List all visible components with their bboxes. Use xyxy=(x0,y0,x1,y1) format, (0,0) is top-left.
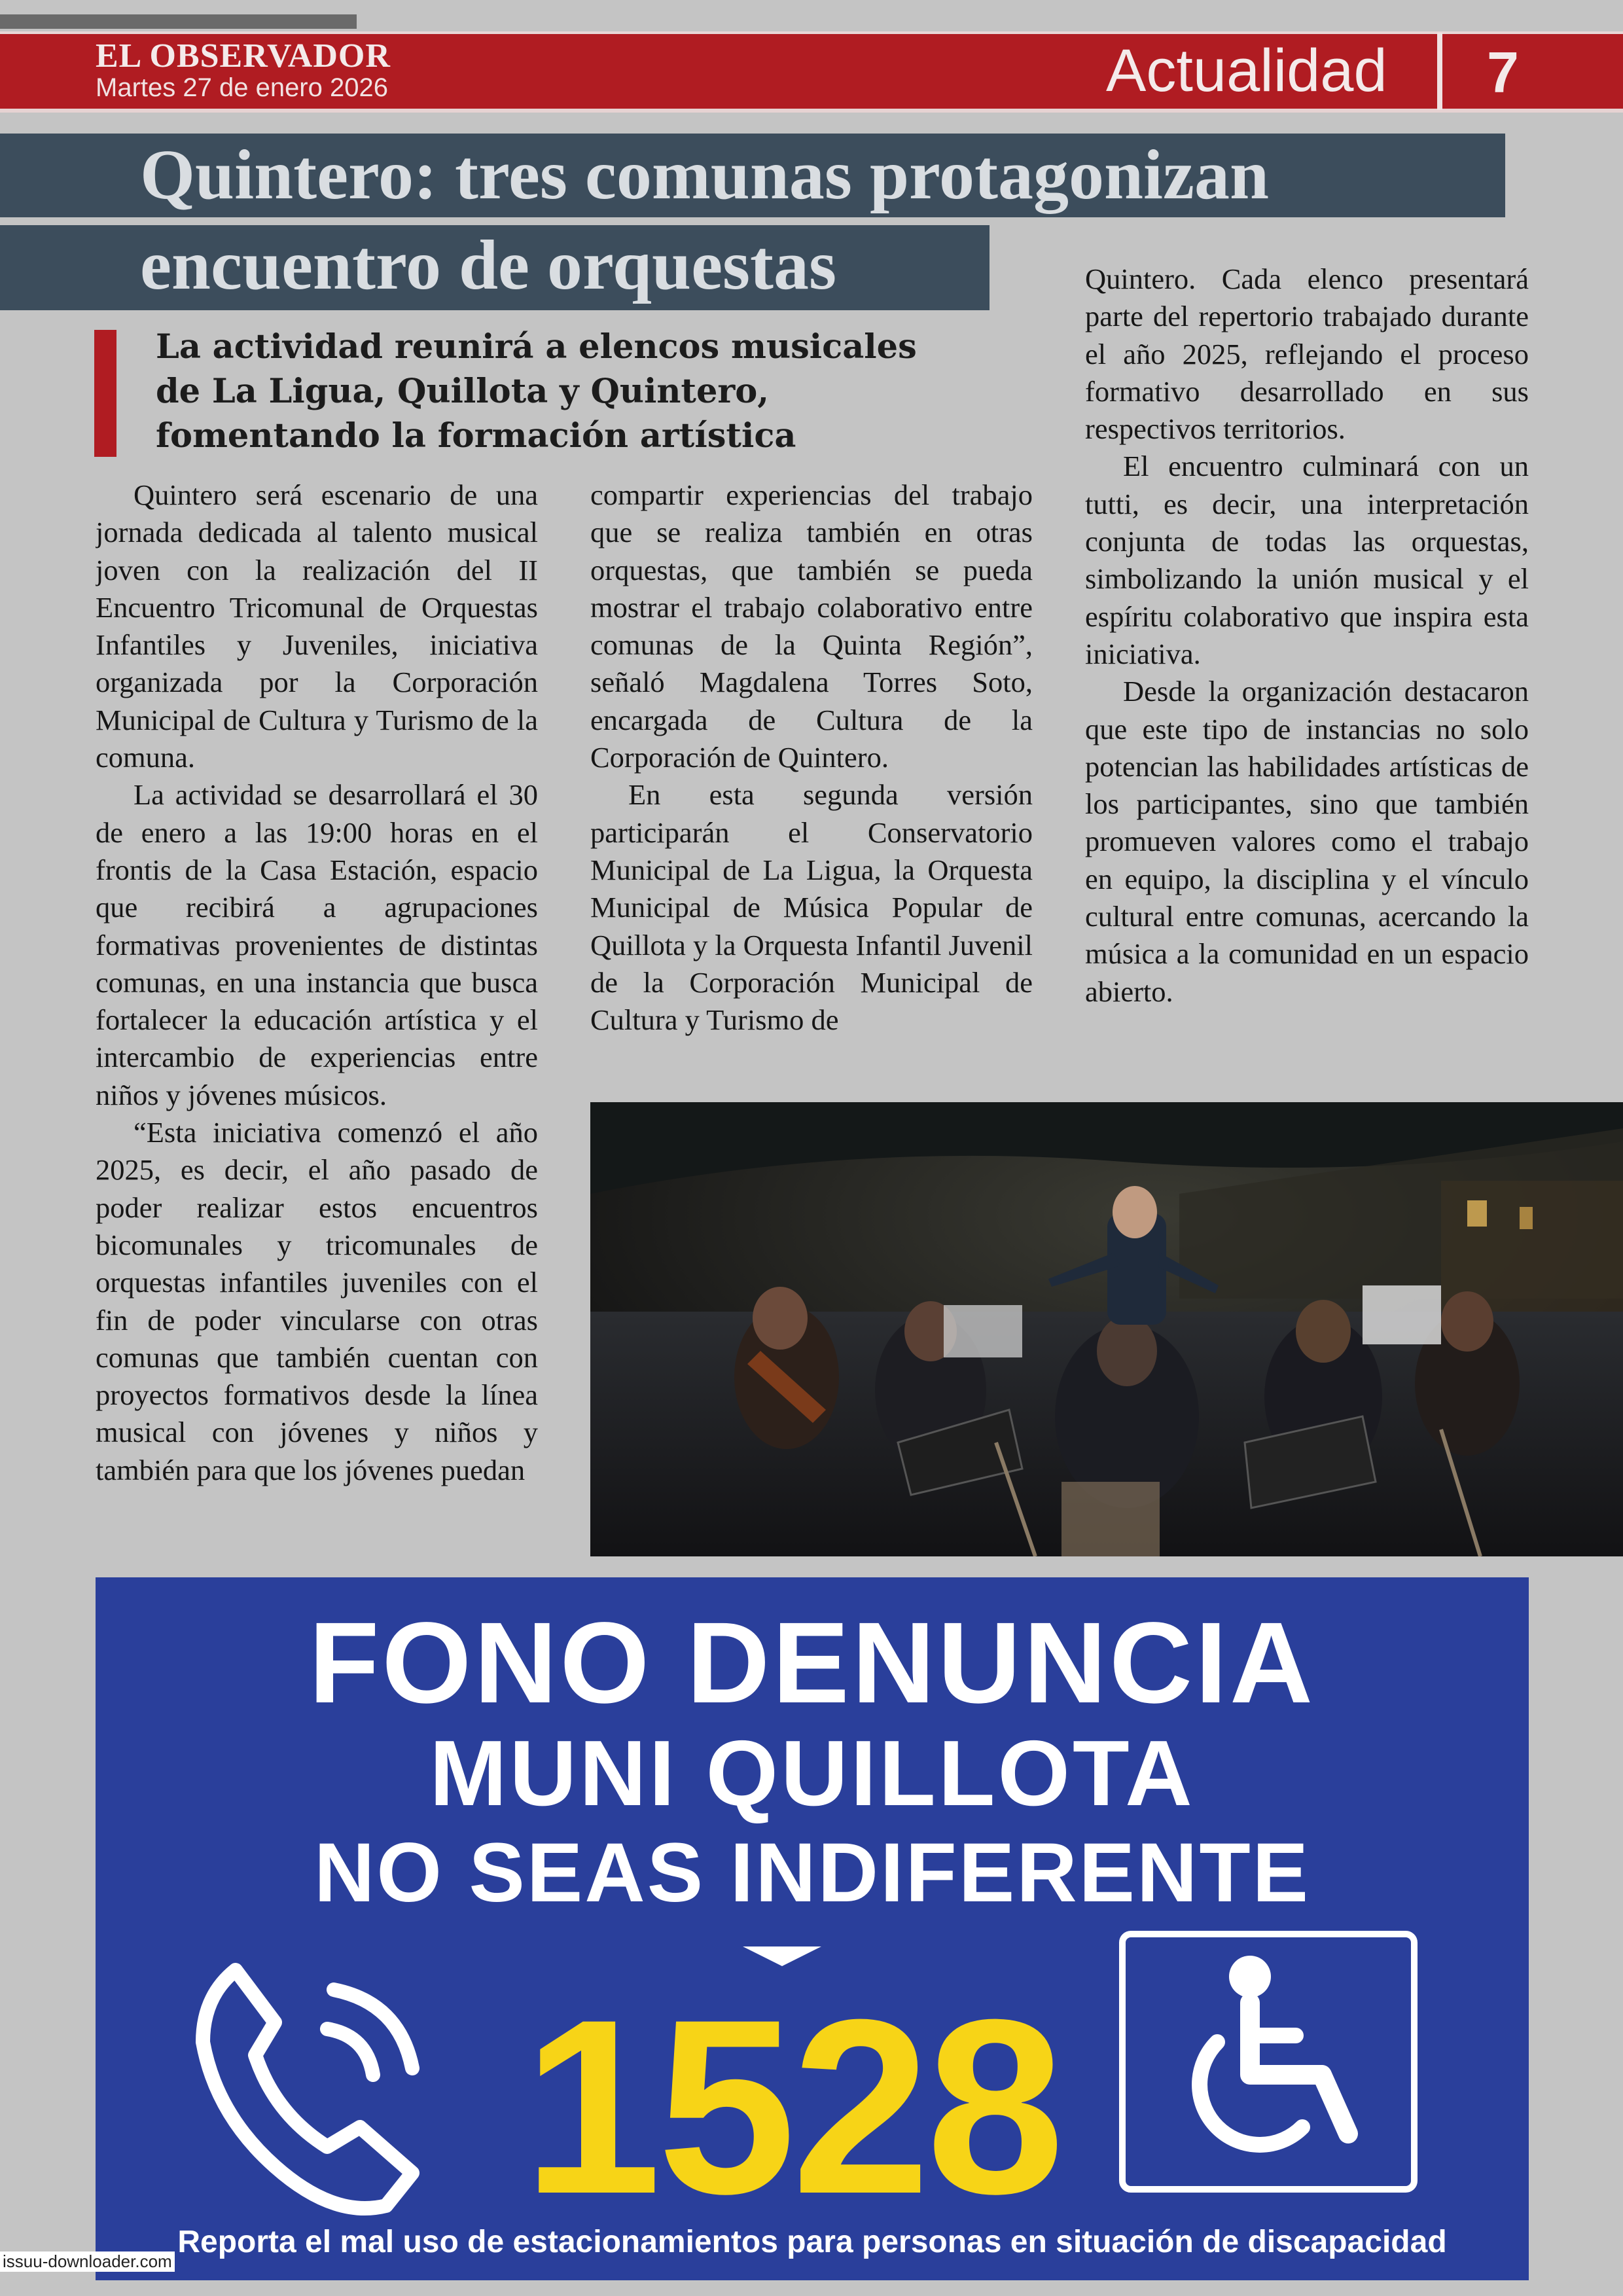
ad-headline: FONO DENUNCIA xyxy=(308,1599,1316,1727)
paragraph: Desde la organización destacaron que este tipo de instancias no solo potencian las habilidades artísticas de los participantes, sino que también promueven valores como el trabajo en equipo, la disciplina y el vínculo cultural entre comunas, acercando la música a la comunidad en un espacio abierto. xyxy=(1085,675,1529,1008)
paragraph: La actividad se desarrollará el 30 de enero a las 19:00 horas en el frontis de la Casa Estación, espacio que recibirá a agrupaciones formativas provenientes de distintas comunas, en una instancia que busca fortalecer la educación artística y el intercambio de experiencias entre niños y jóvenes músicos. xyxy=(96,778,538,1111)
ad-tagline: NO SEAS INDIFERENTE xyxy=(313,1826,1311,1920)
article-column-3 xyxy=(1085,260,1529,1011)
paragraph: Quintero será escenario de una jornada dedicada al talento musical joven con la realización del II Encuentro Tricomunal de Orquestas Infantiles y Juveniles, iniciativa organizada por la Corporación Municipal de Cultura y Turismo de la comuna. xyxy=(96,478,538,774)
subtitle-accent-bar xyxy=(94,330,116,457)
page-number: 7 xyxy=(1487,40,1519,105)
newspaper-name: EL OBSERVADOR xyxy=(96,37,391,75)
header-divider xyxy=(1437,33,1442,110)
phone-icon xyxy=(177,1950,452,2225)
ad-footer-text: Reporta el mal uso de estacionamientos para personas en situación de discapacidad xyxy=(177,2225,1447,2259)
paragraph: “Esta iniciativa comenzó el año 2025, es decir, el año pasado de poder realizar estos encuentros bicomunales y tricomunales de orquestas infantiles juveniles con el fin de poder vincularse con otras comunas que también cuentan con proyectos formativos desde la línea musical con jóvenes y niños y también para que los jóvenes puedan xyxy=(96,1116,538,1486)
article-column-1 xyxy=(96,476,538,1559)
orchestra-photo xyxy=(590,1102,1623,1556)
paragraph-continued: Quintero. Cada elenco presentará parte del repertorio trabajado durante el año 2025, reflejando el proceso formativo desarrollado en sus respectivos territorios. xyxy=(1085,262,1529,446)
issue-date: Martes 27 de enero 2026 xyxy=(96,73,388,102)
section-name: Actualidad xyxy=(1106,37,1387,104)
paragraph: En esta segunda versión participarán el Conservatorio Municipal de La Ligua, la Orquesta Municipal de Música Popular de Quillota y la Orquesta Infantil Juvenil de la Corporación Municipal de Cultura y Turismo de xyxy=(590,778,1033,1037)
paragraph-continued: compartir experiencias del trabajo que se realiza también en otras orquestas, que también se pueda mostrar el trabajo colaborativo entre comunas de la Quinta Región”, señaló Magdalena Torres Soto, encargada de Cultura de la Corporación de Quintero. xyxy=(590,478,1033,774)
article-subtitle: La actividad reunirá a elencos musicales de La Ligua, Quillota y Quintero, fomentando la formación artística xyxy=(156,327,917,456)
paragraph: El encuentro culminará con un tutti, es decir, una interpretación conjunta de todas las orquestas, simbolizando la unión musical y el espíritu colaborativo que inspira esta iniciativa. xyxy=(1085,450,1529,670)
watermark-text: issuu-downloader.com xyxy=(0,2251,175,2272)
article-column-2 xyxy=(590,476,1033,1039)
headline-line-1: Quintero: tres comunas protagonizan xyxy=(140,136,1270,214)
headline-line-2: encuentro de orquestas xyxy=(140,226,837,304)
top-strip xyxy=(0,14,357,29)
ad-subheadline: MUNI QUILLOTA xyxy=(429,1721,1195,1825)
wheelchair-icon xyxy=(1126,1937,1411,2186)
hotline-number: 1528 xyxy=(523,1967,1061,2246)
